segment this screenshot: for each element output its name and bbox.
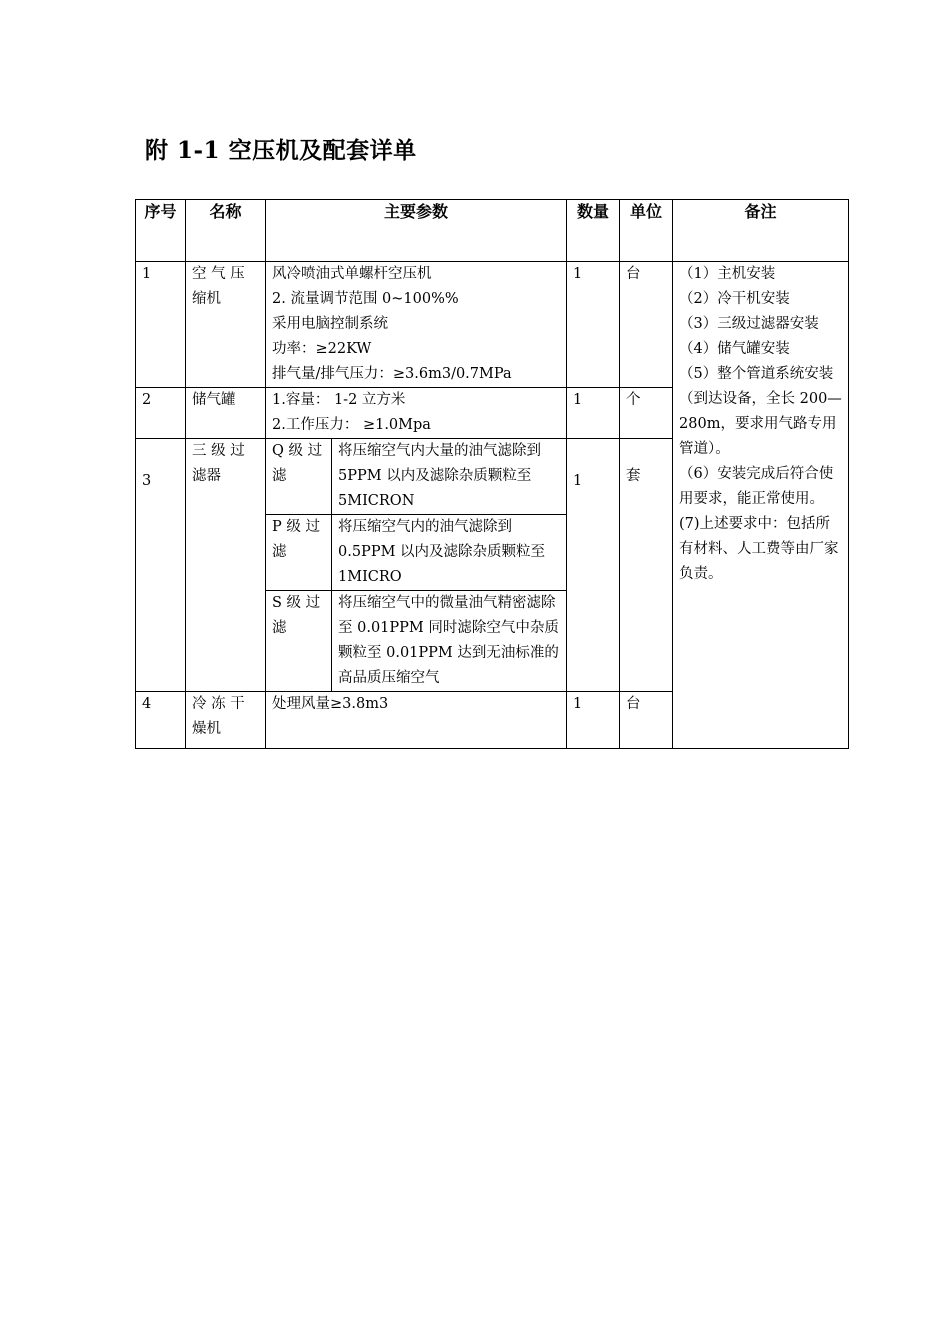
header-params: 主要参数 bbox=[266, 200, 567, 262]
filter-desc: 将压缩空气内大量的油气滤除到 5PPM 以内及滤除杂质颗粒至 5MICRON bbox=[332, 439, 567, 515]
row-index: 1 bbox=[136, 262, 186, 388]
row-unit: 台 bbox=[620, 262, 673, 388]
note-item: （5）整个管道系统安装（到达设备，全长 200—280m，要求用气路专用管道）。 bbox=[679, 366, 842, 457]
row-qty: 1 bbox=[567, 262, 620, 388]
table-header-row bbox=[136, 200, 849, 262]
row-index: 2 bbox=[136, 388, 186, 439]
row-unit: 套 bbox=[620, 439, 673, 692]
note-item: (7)上述要求中：包括所有材料、人工费等由厂家负责。 bbox=[679, 516, 839, 582]
note-item: （1）主机安装 bbox=[679, 266, 776, 282]
header-qty: 数量 bbox=[567, 200, 620, 262]
row-params: 1.容量： 1-2 立方米 2.工作压力： ≥1.0Mpa bbox=[266, 388, 567, 439]
note-item: （6）安装完成后符合使用要求，能正常使用。 bbox=[679, 466, 834, 507]
table-row bbox=[136, 262, 849, 388]
document-title: 附 1-1 空压机及配套详单 bbox=[145, 137, 417, 164]
row-name: 冷 冻 干 燥机 bbox=[186, 692, 266, 749]
row-name: 三 级 过 滤器 bbox=[186, 439, 266, 692]
row-params: 风冷喷油式单螺杆空压机 2. 流量调节范围 0~100%% 采用电脑控制系统 功率：≥22KW 排气量/排气压力：≥3.6m3/0.7MPa bbox=[266, 262, 567, 388]
notes-cell bbox=[673, 262, 849, 749]
filter-grade: P 级 过 滤 bbox=[266, 515, 332, 591]
row-params: 处理风量≥3.8m3 bbox=[266, 692, 567, 749]
filter-desc: 将压缩空气内的油气滤除到 0.5PPM 以内及滤除杂质颗粒至 1MICRO bbox=[332, 515, 567, 591]
header-unit: 单位 bbox=[620, 200, 673, 262]
row-qty: 1 bbox=[567, 692, 620, 749]
note-item: （4）储气罐安装 bbox=[679, 341, 790, 357]
row-index: 3 bbox=[136, 439, 186, 692]
equipment-spec-table bbox=[135, 199, 849, 749]
filter-grade: S 级 过 滤 bbox=[266, 591, 332, 692]
header-index: 序号 bbox=[136, 200, 186, 262]
note-item: （3）三级过滤器安装 bbox=[679, 316, 819, 332]
row-name: 空 气 压 缩机 bbox=[186, 262, 266, 388]
row-unit: 个 bbox=[620, 388, 673, 439]
row-qty: 1 bbox=[567, 388, 620, 439]
row-index: 4 bbox=[136, 692, 186, 749]
filter-grade: Q 级 过 滤 bbox=[266, 439, 332, 515]
row-qty: 1 bbox=[567, 439, 620, 692]
row-name: 储气罐 bbox=[186, 388, 266, 439]
note-item: （2）冷干机安装 bbox=[679, 291, 790, 307]
header-name: 名称 bbox=[186, 200, 266, 262]
row-unit: 台 bbox=[620, 692, 673, 749]
header-notes: 备注 bbox=[673, 200, 849, 262]
filter-desc: 将压缩空气中的微量油气精密滤除至 0.01PPM 同时滤除空气中杂质颗粒至 0.01PPM 达到无油标准的高品质压缩空气 bbox=[332, 591, 567, 692]
